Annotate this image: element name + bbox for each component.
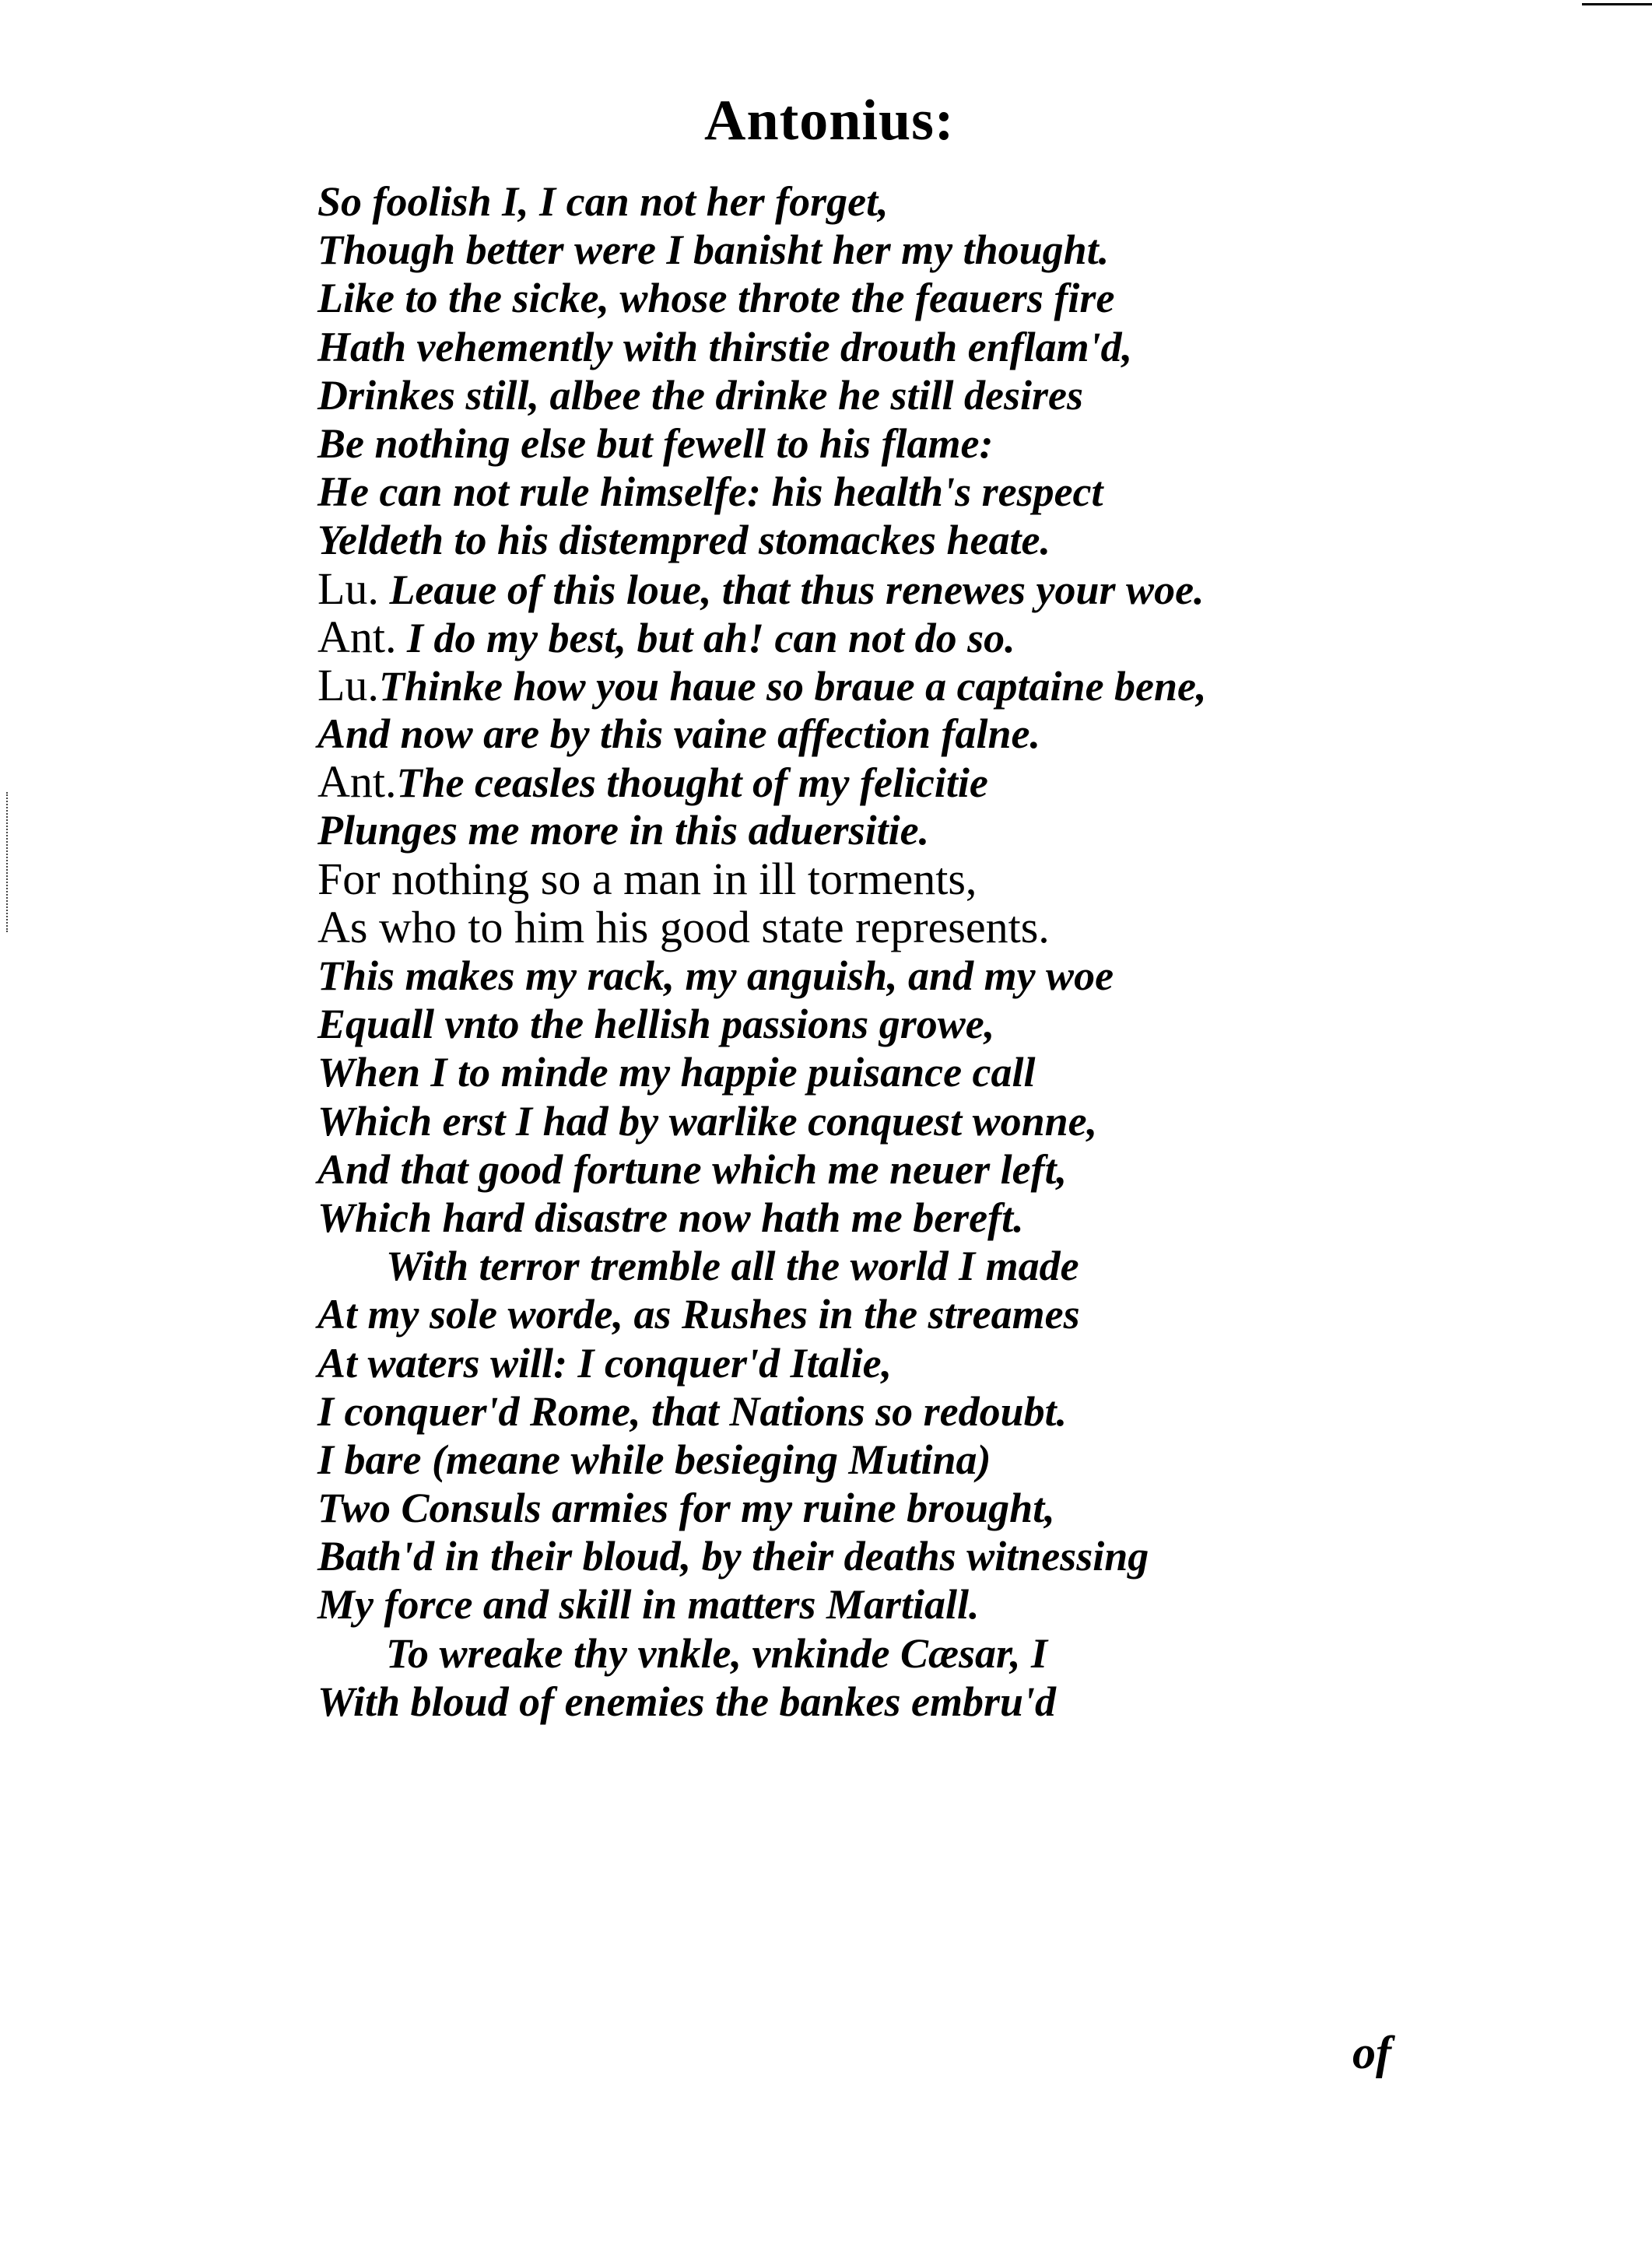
catchword: of [1352,2027,1391,2078]
speaker-label: Ant. [317,756,397,808]
verse-line: Equall vnto the hellish passions growe, [317,1001,995,1048]
margin-ticks [6,792,11,932]
verse-line: Hath vehemently with thirstie drouth enflam'd, [317,323,1133,370]
verse-line: Which erst I had by warlike conquest wonne, [317,1097,1098,1145]
verse-line: And now are by this vaine affection falne. [317,710,1041,758]
verse-line: To wreake thy vnkle, vnkinde Cæsar, I [386,1629,1048,1677]
verse-line: As who to him his good state represents. [317,901,1050,952]
verse-line: Drinkes still, albee the drinke he still desires [317,371,1084,419]
verse-line: He can not rule himselfe: his health's respect [317,468,1103,516]
verse-line: At waters will: I conquer'd Italie, [317,1339,893,1387]
verse-line: For nothing so a man in ill torments, [317,853,977,904]
speaker-label: Lu. [317,659,379,710]
verse-line: I bare (meane while besieging Mutina) [317,1436,991,1483]
verse-line: Lu.Thinke how you haue so braue a captaine bene, [317,659,1207,710]
speaker-label: Ant. [317,611,397,662]
scan-edge-mark [1582,3,1652,5]
verse-block [317,177,1329,1726]
verse-line: And that good fortune which me neuer left, [317,1145,1068,1193]
verse-line: I conquer'd Rome, that Nations so redoubt. [317,1387,1068,1435]
verse-line: Like to the sicke, whose throte the feauers fire [317,275,1115,322]
speaker-label: Lu. [317,563,379,614]
verse-line: Be nothing else but fewell to his flame: [317,419,994,467]
verse-line: Yeldeth to his distempred stomackes heate. [317,517,1050,564]
verse-line: Plunges me more in this aduersitie. [317,807,930,854]
verse-line: Ant. I do my best, but ah! can not do so. [317,611,1015,662]
verse-line: Though better were I banisht her my thought. [317,226,1110,274]
verse-line: So foolish I, I can not her forget, [317,178,889,225]
verse-line: At my sole worde, as Rushes in the streames [317,1291,1080,1338]
verse-line: With bloud of enemies the bankes embru'd [317,1678,1057,1725]
verse-line: When I to minde my happie puisance call [317,1049,1036,1096]
verse-line: This makes my rack, my anguish, and my woe [317,952,1114,999]
verse-line: With terror tremble all the world I made [386,1243,1079,1290]
verse-line: My force and skill in matters Martiall. [317,1581,980,1629]
verse-line: Ant.The ceasles thought of my felicitie [317,756,988,808]
verse-line: Lu. Leaue of this loue, that thus renewes your woe. [317,563,1205,614]
running-head: Antonius: [704,89,955,153]
verse-line: Which hard disastre now hath me bereft. [317,1194,1024,1241]
verse-line: Bath'd in their bloud, by their deaths witnessing [317,1533,1149,1580]
verse-line: Two Consuls armies for my ruine brought, [317,1485,1055,1532]
